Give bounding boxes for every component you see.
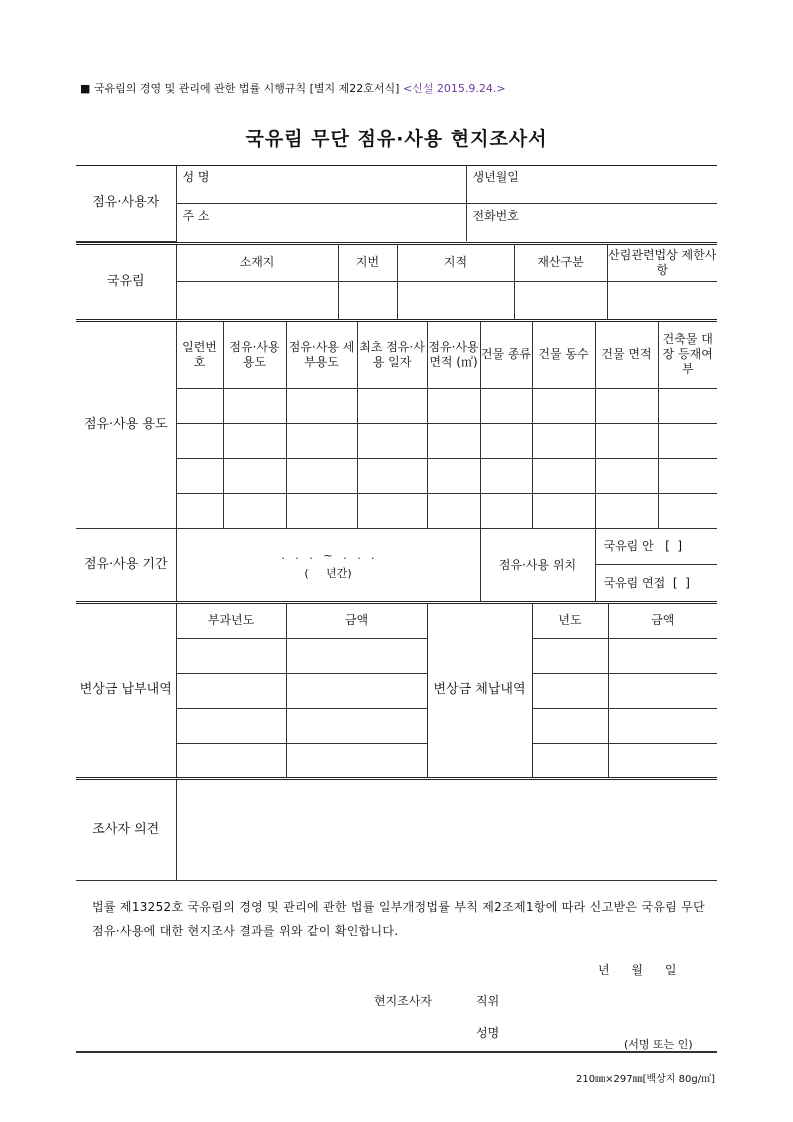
usage-table [76, 322, 717, 602]
location-field[interactable] [176, 281, 338, 319]
col-usage-detail: 점유·사용 세부용도 [286, 322, 357, 388]
property-type-field[interactable] [514, 281, 607, 319]
lot-number-field[interactable] [338, 281, 397, 319]
confirmation-text: 법률 제13252호 국유림의 경영 및 관리에 관한 법률 일부개정법률 부칙 제2조제1항에 따라 신고받은 국유림 무단 점유·사용에 대한 현지조사 결과를 위와 같이 확인합니다. [92, 900, 705, 938]
position-label: 직위 [476, 994, 500, 1008]
legal-ref-source: <신설 2015.9.24.> [402, 82, 506, 95]
period-dates: . . . ~ . . . [281, 549, 375, 563]
paper-spec: 210㎜×297㎜[백상지 80g/㎡] [576, 1074, 715, 1085]
col-property-type: 재산구분 [514, 245, 607, 281]
forest-table [76, 245, 717, 319]
phone-field[interactable] [466, 203, 717, 241]
col-arrears-year: 년도 [532, 604, 608, 638]
col-first-date: 최초 점유·사용 일자 [357, 322, 427, 388]
arrears-label: 변상금 체납내역 [427, 604, 532, 777]
inside-forest-checkbox[interactable]: 국유림 안 [ ] [595, 528, 717, 564]
col-usage: 점유·사용 용도 [223, 322, 286, 388]
location-label: 점유·사용 위치 [480, 528, 595, 602]
legal-reference [80, 80, 506, 96]
date-line: 년 월 일 [598, 963, 677, 977]
col-serial: 일련번호 [176, 322, 223, 388]
period-years: ( 년간) [304, 567, 352, 581]
col-building-type: 건물 종류 [480, 322, 532, 388]
col-location: 소재지 [176, 245, 338, 281]
usage-label: 점유·사용 용도 [76, 322, 176, 528]
investigator-label: 현지조사자 [374, 994, 432, 1008]
col-restrictions: 산림관련법상 제한사항 [607, 245, 717, 281]
name-field[interactable] [176, 165, 466, 203]
birth-label: 생년월일 [472, 170, 519, 184]
opinion-label: 조사자 의견 [76, 780, 176, 880]
name-signature-label: 성명 [476, 1026, 500, 1040]
forest-label: 국유림 [76, 245, 176, 319]
col-lot-number: 지번 [338, 245, 397, 281]
name-label: 성 명 [182, 170, 210, 184]
period-field[interactable] [176, 528, 480, 602]
bottom-rule [76, 1051, 717, 1053]
col-building-area: 건물 면적 [595, 322, 658, 388]
col-arrears-amount: 금액 [608, 604, 717, 638]
col-cadastre: 지적 [397, 245, 514, 281]
phone-label: 전화번호 [472, 208, 519, 223]
signature-note: (서명 또는 인) [624, 1038, 693, 1051]
payment-table [76, 604, 717, 777]
payment-label: 변상금 납부내역 [76, 604, 176, 777]
address-field[interactable] [176, 203, 466, 241]
col-amount: 금액 [286, 604, 427, 638]
col-registry: 건축물 대장 등재여부 [658, 322, 717, 388]
occupant-table [76, 165, 717, 242]
period-label: 점유·사용 기간 [76, 528, 176, 602]
address-label: 주 소 [182, 208, 210, 223]
legal-ref-text: ■ 국유림의 경영 및 관리에 관한 법률 시행규칙 [별지 제22호서식] [80, 82, 400, 95]
birth-field[interactable] [466, 165, 717, 203]
form-title: 국유림 무단 점유·사용 현지조사서 [245, 128, 548, 150]
col-assess-year: 부과년도 [176, 604, 286, 638]
adjacent-forest-checkbox[interactable]: 국유림 연접 [ ] [595, 564, 717, 602]
restrictions-field[interactable] [607, 281, 717, 319]
cadastre-field[interactable] [397, 281, 514, 319]
col-area: 점유·사용 면적 (㎡) [427, 322, 480, 388]
opinion-table [76, 780, 717, 881]
occupant-label: 점유·사용자 [76, 165, 176, 241]
opinion-field[interactable] [176, 780, 717, 880]
col-building-count: 건물 동수 [532, 322, 595, 388]
